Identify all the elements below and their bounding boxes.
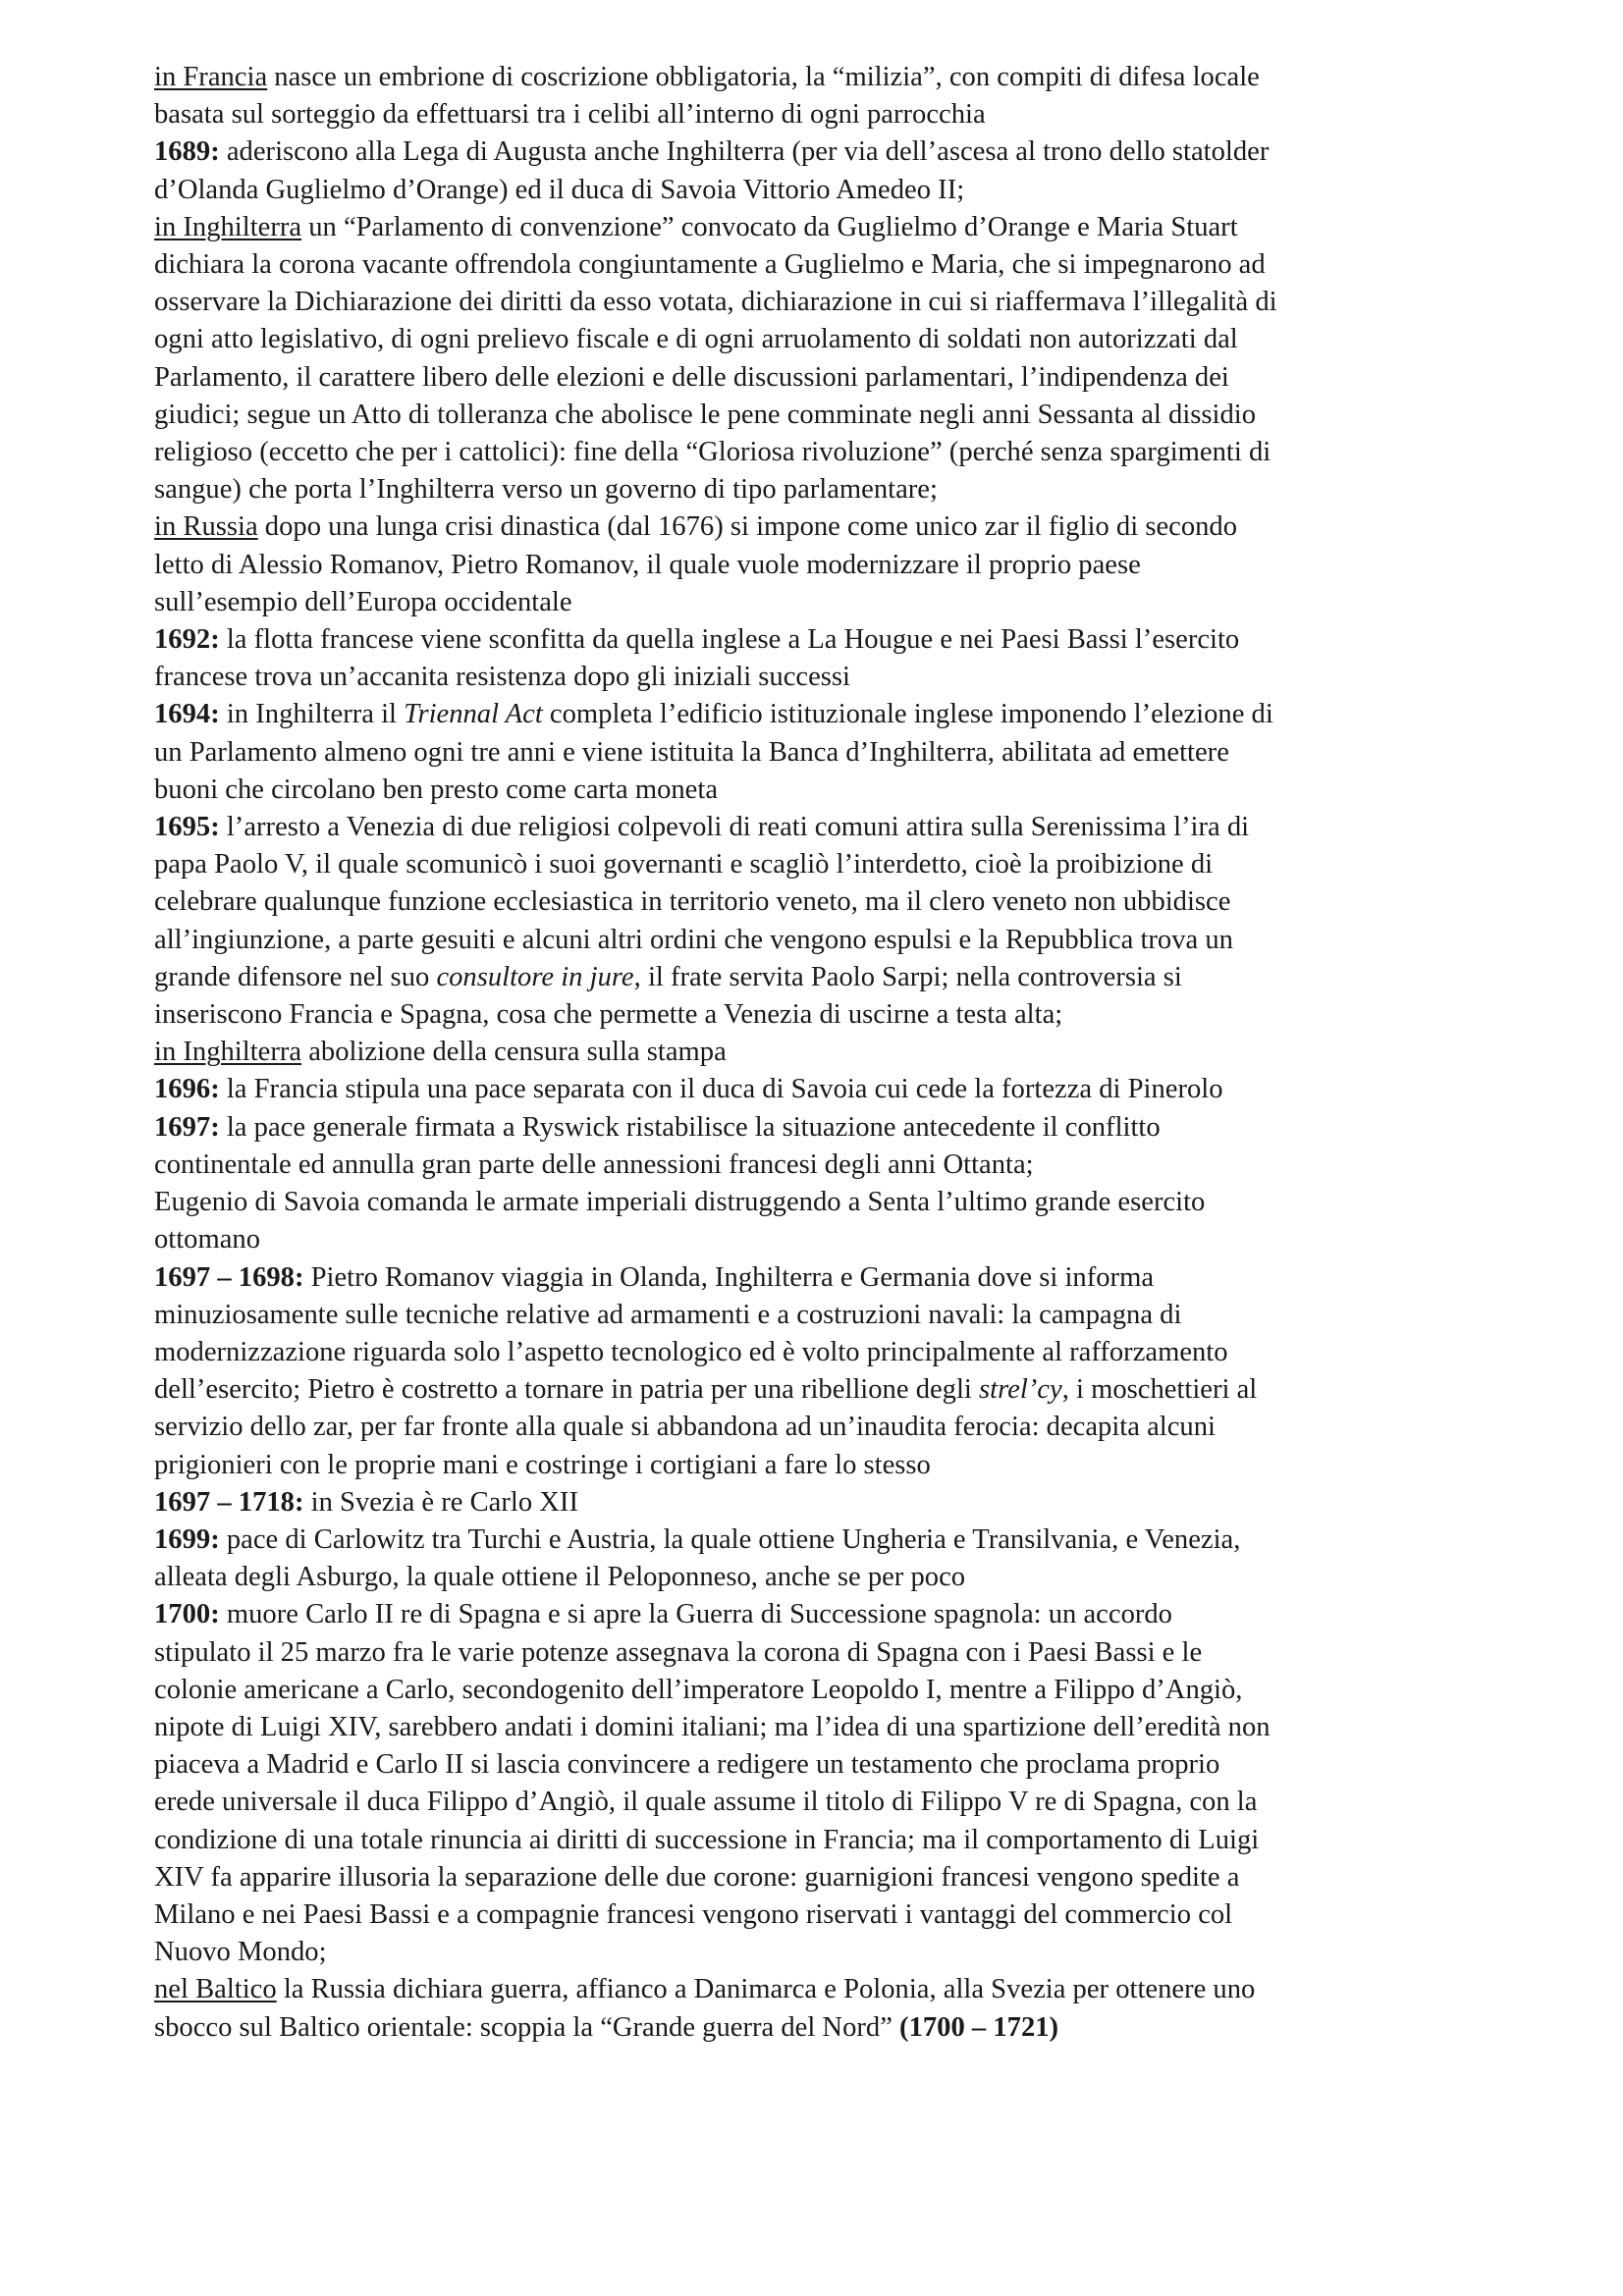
text-run: inseriscono Francia e Spagna, cosa che permette a Venezia di uscirne a testa alta; xyxy=(154,999,1063,1031)
location-label: in Francia xyxy=(154,62,268,92)
text-run: condizione di una totale rinuncia ai diritti di successione in Francia; ma il comportamento di Luigi xyxy=(154,1824,1260,1855)
text-line xyxy=(154,246,1509,284)
text-run: dopo una lunga crisi dinastica (dal 1676) si impone come unico zar il figlio di secondo xyxy=(257,511,1238,543)
text-run: grande difensore nel suo xyxy=(154,961,437,992)
text-line xyxy=(154,1147,1509,1184)
text-line xyxy=(154,996,1509,1034)
text-line xyxy=(154,1634,1509,1672)
date-label: 1695: xyxy=(154,812,220,843)
text-run: l’arresto a Venezia di due religiosi colpevoli di reati comuni attira sulla Serenissima l’ira di xyxy=(219,812,1250,843)
text-run: erede universale il duca Filippo d’Angiò, il quale assume il titolo di Filippo V re di Spagna, con la xyxy=(154,1787,1258,1818)
text-line xyxy=(154,846,1509,883)
text-line xyxy=(154,508,1509,546)
paragraph xyxy=(154,1034,1509,1071)
text-line xyxy=(154,1297,1509,1334)
paragraph xyxy=(154,133,1509,208)
text-run: pace di Carlowitz tra Turchi e Austria, la quale ottiene Ungheria e Transilvania, e Venezia, xyxy=(219,1523,1241,1555)
text-line xyxy=(154,96,1509,133)
text-run: buoni che circolano ben presto come carta moneta xyxy=(154,774,719,805)
text-line xyxy=(154,734,1509,772)
text-run: modernizzazione riguarda solo l’aspetto tecnologico ed è volto principalmente al rafforzamento xyxy=(154,1336,1228,1367)
text-line xyxy=(154,547,1509,584)
text-line xyxy=(154,883,1509,921)
text-run: in Inghilterra il xyxy=(219,699,405,730)
text-run: la Francia stipula una pace separata con il duca di Savoia cui cede la fortezza di Pinerolo xyxy=(219,1074,1223,1105)
text-line xyxy=(154,1934,1509,1971)
text-run: sbocco sul Baltico orientale: scoppia la “Grande guerra del Nord” xyxy=(154,2011,900,2043)
date-label: 1689: xyxy=(154,136,220,168)
text-line xyxy=(154,809,1509,846)
text-run: ottomano xyxy=(154,1224,261,1255)
text-run: piaceva a Madrid e Carlo II si lascia convincere a redigere un testamento che proclama proprio xyxy=(154,1749,1220,1781)
text-line xyxy=(154,959,1509,996)
text-run: all’ingiunzione, a parte gesuiti e alcuni altri ordini che vengono espulsi e la Repubblica trova un xyxy=(154,924,1233,955)
paragraph xyxy=(154,1071,1509,1108)
text-line xyxy=(154,1784,1509,1821)
date-label: 1697 – 1718: xyxy=(154,1486,304,1518)
paragraph xyxy=(154,621,1509,696)
text-line xyxy=(154,397,1509,434)
date-label: 1697 – 1698: xyxy=(154,1261,304,1293)
italic-term: consultore in jure xyxy=(436,961,634,992)
text-line xyxy=(154,434,1509,471)
text-line xyxy=(154,1259,1509,1297)
location-label: in Russia xyxy=(154,511,258,543)
date-label: 1697: xyxy=(154,1111,220,1143)
location-label: in Inghilterra xyxy=(154,211,302,242)
text-run: Milano e nei Paesi Bassi e a compagnie francesi vengono riservati i vantaggi del commercio col xyxy=(154,1898,1233,1930)
text-run: sull’esempio dell’Europa occidentale xyxy=(154,586,572,617)
text-line xyxy=(154,1522,1509,1559)
text-run: abolizione della censura sulla stampa xyxy=(301,1037,727,1068)
text-run: un Parlamento almeno ogni tre anni e viene istituita la Banca d’Inghilterra, abilitata ad emettere xyxy=(154,736,1229,768)
text-line xyxy=(154,1896,1509,1934)
text-line xyxy=(154,1109,1509,1147)
paragraph xyxy=(154,209,1509,509)
text-line xyxy=(154,772,1509,809)
text-line xyxy=(154,1672,1509,1709)
date-label: 1694: xyxy=(154,699,220,730)
text-line xyxy=(154,1447,1509,1484)
date-label: 1700: xyxy=(154,1599,220,1630)
paragraph xyxy=(154,508,1509,621)
text-run: in Svezia è re Carlo XII xyxy=(303,1486,578,1518)
text-run: XIV fa apparire illusoria la separazione delle due corone: guarnigioni francesi vengono spedite a xyxy=(154,1861,1240,1893)
text-line xyxy=(154,209,1509,246)
paragraph xyxy=(154,1109,1509,1184)
text-run: stipulato il 25 marzo fra le varie potenze assegnava la corona di Spagna con i Paesi Bassi e le xyxy=(154,1636,1203,1668)
text-line xyxy=(154,1709,1509,1746)
text-run: Nuovo Mondo; xyxy=(154,1937,327,1968)
text-line xyxy=(154,471,1509,508)
text-line xyxy=(154,1859,1509,1896)
paragraph xyxy=(154,1522,1509,1596)
paragraph xyxy=(154,1971,1509,2046)
text-run: la pace generale firmata a Ryswick ristabilisce la situazione antecedente il conflitto xyxy=(219,1111,1161,1143)
text-run: francese trova un’accanita resistenza dopo gli iniziali successi xyxy=(154,662,850,693)
text-run: letto di Alessio Romanov, Pietro Romanov, il quale vuole modernizzare il proprio paese xyxy=(154,549,1141,580)
text-run: muore Carlo II re di Spagna e si apre la Guerra di Successione spagnola: un accordo xyxy=(219,1599,1172,1630)
text-line xyxy=(154,1409,1509,1446)
text-line xyxy=(154,696,1509,733)
text-line xyxy=(154,1746,1509,1784)
text-run: un “Parlamento di convenzione” convocato da Guglielmo d’Orange e Maria Stuart xyxy=(301,211,1238,242)
text-run: celebrare qualunque funzione ecclesiastica in territorio veneto, ma il clero veneto non ubbidisce xyxy=(154,886,1231,918)
text-line xyxy=(154,621,1509,659)
text-run: religioso (eccetto che per i cattolici): fine della “Gloriosa rivoluzione” (perché senza spargimenti di xyxy=(154,437,1271,468)
location-label: nel Baltico xyxy=(154,1974,277,2005)
text-run: alleata degli Asburgo, la quale ottiene il Peloponneso, anche se per poco xyxy=(154,1562,966,1593)
text-line xyxy=(154,1034,1509,1071)
text-line xyxy=(154,1822,1509,1859)
text-line xyxy=(154,284,1509,321)
text-line xyxy=(154,1184,1509,1221)
text-line xyxy=(154,584,1509,621)
location-label: in Inghilterra xyxy=(154,1037,302,1068)
text-line xyxy=(154,922,1509,959)
text-run: completa l’edificio istituzionale inglese imponendo l’elezione di xyxy=(542,699,1273,730)
date-label: (1700 – 1721) xyxy=(899,2011,1059,2043)
text-line xyxy=(154,133,1509,171)
text-line xyxy=(154,1371,1509,1409)
italic-term: strel’cy xyxy=(979,1374,1062,1406)
text-run: colonie americane a Carlo, secondogenito dell’imperatore Leopoldo I, mentre a Filippo d’Angiò, xyxy=(154,1674,1243,1705)
text-run: minuziosamente sulle tecniche relative ad armamenti e a costruzioni navali: la campagna di xyxy=(154,1299,1182,1330)
paragraph xyxy=(154,1596,1509,1971)
paragraph xyxy=(154,1184,1509,1258)
text-run: continentale ed annulla gran parte delle annessioni francesi degli anni Ottanta; xyxy=(154,1148,1034,1180)
date-label: 1696: xyxy=(154,1074,220,1105)
paragraph xyxy=(154,809,1509,1034)
paragraph xyxy=(154,1484,1509,1522)
text-line xyxy=(154,659,1509,696)
text-run: nasce un embrione di coscrizione obbligatoria, la “milizia”, con compiti di difesa locale xyxy=(267,62,1260,92)
text-run: dichiara la corona vacante offrendola congiuntamente a Guglielmo e Maria, che si impegnarono ad xyxy=(154,249,1266,281)
text-line xyxy=(154,1559,1509,1596)
text-run: la flotta francese viene sconfitta da quella inglese a La Hougue e nei Paesi Bassi l’esercito xyxy=(219,624,1240,656)
text-run: aderiscono alla Lega di Augusta anche Inghilterra (per via dell’ascesa al trono dello statolder xyxy=(219,136,1270,168)
text-run: , i moschettieri al xyxy=(1061,1374,1258,1406)
text-run: basata sul sorteggio da effettuarsi tra i celibi all’interno di ogni parrocchia xyxy=(154,99,986,131)
date-label: 1692: xyxy=(154,624,220,656)
text-line xyxy=(154,1334,1509,1371)
text-line xyxy=(154,359,1509,397)
text-line xyxy=(154,1971,1509,2008)
text-run: dell’esercito; Pietro è costretto a tornare in patria per una ribellione degli xyxy=(154,1374,980,1406)
date-label: 1699: xyxy=(154,1523,220,1555)
text-run: Pietro Romanov viaggia in Olanda, Inghilterra e Germania dove si informa xyxy=(303,1261,1155,1293)
text-run: ogni atto legislativo, di ogni prelievo fiscale e di ogni arruolamento di soldati non autorizzati dal xyxy=(154,324,1238,355)
text-run: la Russia dichiara guerra, affianco a Danimarca e Polonia, alla Svezia per ottenere uno xyxy=(276,1974,1256,2005)
paragraph xyxy=(154,59,1509,133)
text-run: d’Olanda Guglielmo d’Orange) ed il duca di Savoia Vittorio Amedeo II; xyxy=(154,174,965,205)
italic-term: Triennal Act xyxy=(404,699,543,730)
text-run: sangue) che porta l’Inghilterra verso un governo di tipo parlamentare; xyxy=(154,474,938,506)
paragraph xyxy=(154,1259,1509,1484)
text-run: prigionieri con le proprie mani e costringe i cortigiani a fare lo stesso xyxy=(154,1449,931,1480)
document-page xyxy=(154,59,1509,2047)
text-line xyxy=(154,59,1509,96)
text-run: giudici; segue un Atto di tolleranza che abolisce le pene comminate negli anni Sessanta al dissidio xyxy=(154,399,1256,430)
text-line xyxy=(154,172,1509,209)
text-run: osservare la Dichiarazione dei diritti da esso votata, dichiarazione in cui si riaffermava l’illegalità di xyxy=(154,287,1277,318)
text-run: papa Paolo V, il quale scomunicò i suoi governanti e scagliò l’interdetto, cioè la proibizione di xyxy=(154,849,1214,881)
text-line xyxy=(154,1596,1509,1633)
text-line xyxy=(154,1071,1509,1108)
text-run: servizio dello zar, per far fronte alla quale si abbandona ad un’inaudita ferocia: decapita alcuni xyxy=(154,1412,1216,1443)
text-run: , il frate servita Paolo Sarpi; nella controversia si xyxy=(633,961,1182,992)
paragraph xyxy=(154,696,1509,809)
text-line xyxy=(154,1484,1509,1522)
text-line xyxy=(154,2009,1509,2047)
text-run: Parlamento, il carattere libero delle elezioni e delle discussioni parlamentari, l’indipendenza dei xyxy=(154,361,1229,393)
text-run: Eugenio di Savoia comanda le armate imperiali distruggendo a Senta l’ultimo grande esercito xyxy=(154,1187,1206,1218)
text-line xyxy=(154,1221,1509,1258)
text-run: nipote di Luigi XIV, sarebbero andati i domini italiani; ma l’idea di una spartizione dell’eredità non xyxy=(154,1711,1271,1742)
text-line xyxy=(154,321,1509,358)
